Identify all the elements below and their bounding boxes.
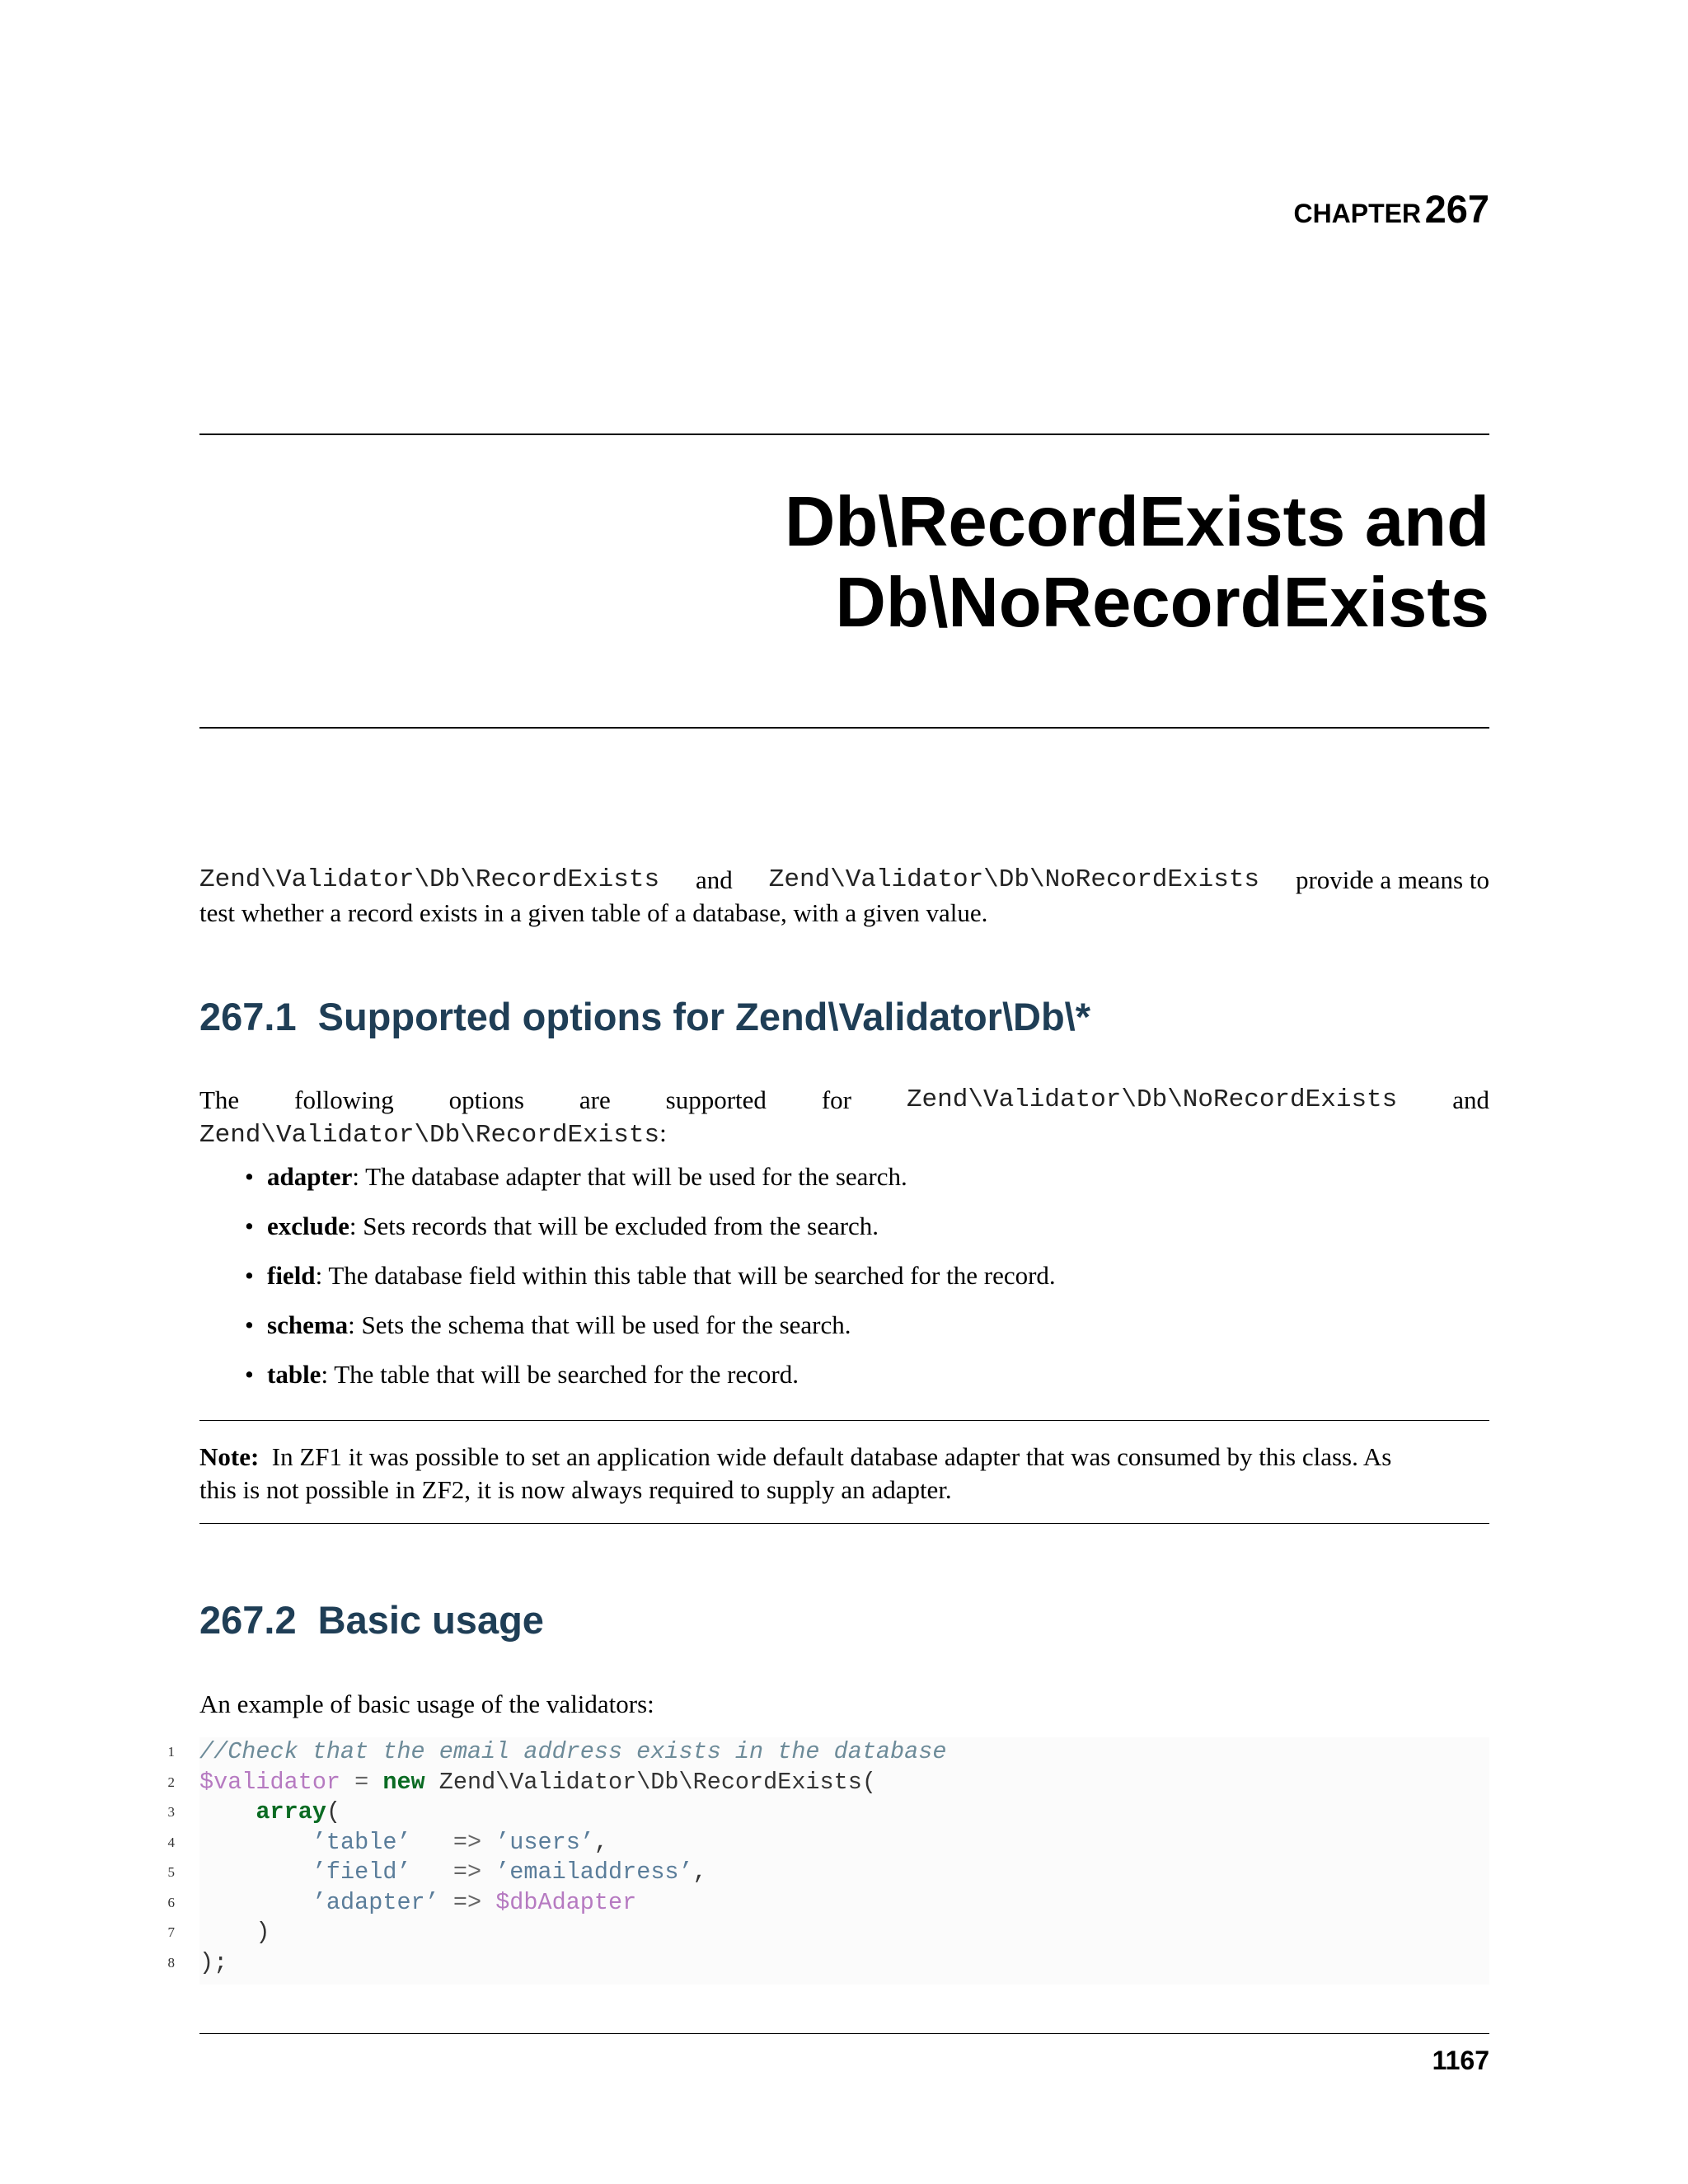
note-block <box>199 1441 1489 1507</box>
code-line <box>199 1768 876 1797</box>
code-line <box>199 1737 946 1767</box>
code-string: ’users’ <box>495 1828 594 1856</box>
code-text: , <box>593 1828 609 1856</box>
code-variable: $validator <box>199 1768 341 1796</box>
intro-paragraph <box>199 864 1489 930</box>
option-name: table <box>267 1360 321 1389</box>
code-keyword: new <box>382 1768 425 1796</box>
code-line <box>199 1858 707 1887</box>
option-name: exclude <box>267 1212 349 1240</box>
line-number: 4 <box>167 1834 175 1850</box>
code-indent <box>199 1798 256 1825</box>
chapter-label <box>199 187 1489 231</box>
code-text: ( <box>326 1798 341 1825</box>
code-line <box>199 1797 340 1827</box>
line-number: 8 <box>167 1954 175 1971</box>
code-line <box>199 1828 608 1858</box>
chapter-number: 267 <box>1424 187 1489 231</box>
code-string: ’field’ <box>312 1858 411 1886</box>
section-title: Supported options for Zend\Validator\Db\* <box>317 995 1091 1038</box>
list-item <box>199 1160 1489 1210</box>
footer-rule <box>199 2033 1489 2034</box>
code-string: ’adapter’ <box>312 1888 439 1916</box>
option-desc: : The table that will be searched for the record. <box>321 1360 799 1389</box>
list-item <box>199 1358 1489 1408</box>
intro-text-1: provide a means to <box>1295 865 1489 894</box>
code-operator: => <box>438 1888 496 1916</box>
lead-class-norecordexists: Zend\Validator\Db\NoRecordExists <box>906 1085 1398 1114</box>
section-heading-supported-options <box>199 997 1090 1036</box>
note-line-1 <box>199 1441 1489 1474</box>
list-item <box>199 1309 1489 1358</box>
chapter-title-line-1: Db\RecordExists and <box>785 483 1489 561</box>
option-desc: : The database field within this table that will be searched for the record. <box>315 1261 1056 1290</box>
code-variable: $dbAdapter <box>495 1888 637 1916</box>
code-block <box>167 1737 1489 1985</box>
lead-word: are <box>579 1085 611 1114</box>
page-number: 1167 <box>1432 2046 1489 2075</box>
code-operator: = <box>340 1768 383 1796</box>
intro-line-1 <box>199 864 1489 897</box>
section-number: 267.1 <box>199 995 297 1038</box>
code-line: ) <box>199 1919 270 1946</box>
code-indent <box>199 1889 312 1916</box>
note-line-2: this is not possible in ZF2, it is now always required to supply an adapter. <box>199 1475 952 1504</box>
line-number: 6 <box>167 1894 175 1910</box>
intro-line-2: test whether a record exists in a given table of a database, with a given value. <box>199 898 988 927</box>
code-operator: => <box>410 1828 496 1856</box>
intro-class-recordexists: Zend\Validator\Db\RecordExists <box>199 865 660 894</box>
note-bottom-rule <box>199 1523 1489 1524</box>
line-number: 2 <box>167 1774 175 1790</box>
code-line <box>199 1888 636 1918</box>
option-name: field <box>267 1261 316 1290</box>
lead-word: The <box>199 1085 240 1114</box>
line-number: 3 <box>167 1804 175 1820</box>
code-indent <box>199 1858 312 1886</box>
title-bottom-rule <box>199 727 1489 729</box>
option-name: adapter <box>267 1162 353 1191</box>
list-item <box>199 1259 1489 1309</box>
line-number: 7 <box>167 1924 175 1940</box>
note-top-rule <box>199 1420 1489 1421</box>
lead-class-recordexists: Zend\Validator\Db\RecordExists <box>199 1121 660 1150</box>
lead-word: following <box>294 1085 394 1114</box>
option-name: schema <box>267 1310 349 1339</box>
code-text: Zend\Validator\Db\RecordExists( <box>424 1768 876 1796</box>
section-heading-basic-usage <box>199 1598 544 1642</box>
chapter-title <box>199 482 1489 644</box>
note-label: Note: <box>199 1442 260 1471</box>
code-line: ); <box>199 1948 228 1976</box>
lead-colon: : <box>659 1118 667 1147</box>
chapter-title-line-2: Db\NoRecordExists <box>835 564 1489 642</box>
options-lead-line-2 <box>199 1117 1489 1152</box>
line-number: 5 <box>167 1864 175 1880</box>
code-operator: => <box>410 1858 496 1886</box>
basic-usage-lead: An example of basic usage of the validators: <box>199 1690 654 1718</box>
code-text: , <box>692 1858 707 1886</box>
option-desc: : Sets records that will be excluded from the search. <box>349 1212 879 1240</box>
intro-and: and <box>696 865 733 894</box>
options-lead-paragraph <box>199 1084 1489 1152</box>
options-list <box>199 1160 1489 1408</box>
option-desc: : Sets the schema that will be used for the search. <box>348 1310 851 1339</box>
note-text-1: In ZF1 it was possible to set an application wide default database adapter that was consumed by this class. As <box>271 1442 1392 1471</box>
section-number: 267.2 <box>199 1598 297 1642</box>
chapter-word: CHAPTER <box>1293 199 1422 228</box>
lead-word: options <box>448 1085 524 1114</box>
code-comment: //Check that the email address exists in the database <box>199 1738 947 1765</box>
title-top-rule <box>199 434 1489 435</box>
section-title: Basic usage <box>317 1598 544 1642</box>
list-item <box>199 1210 1489 1259</box>
options-lead-line-1 <box>199 1084 1489 1117</box>
lead-word: supported <box>665 1085 767 1114</box>
code-string: ’table’ <box>312 1828 411 1856</box>
option-desc: : The database adapter that will be used for the search. <box>352 1162 907 1191</box>
code-string: ’emailaddress’ <box>495 1858 693 1886</box>
code-keyword: array <box>256 1798 326 1825</box>
lead-word: for <box>821 1085 852 1114</box>
line-number: 1 <box>167 1744 175 1760</box>
lead-word-and: and <box>1452 1085 1489 1114</box>
intro-class-norecordexists: Zend\Validator\Db\NoRecordExists <box>768 865 1260 894</box>
code-indent <box>199 1829 312 1856</box>
